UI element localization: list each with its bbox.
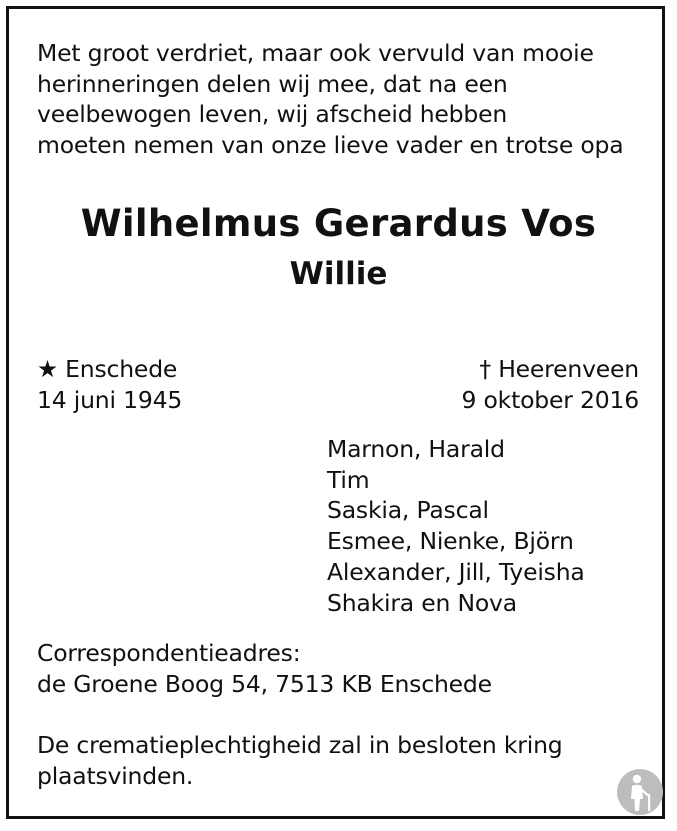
deceased-full-name: Wilhelmus Gerardus Vos	[80, 202, 597, 245]
family-line: Tim	[327, 465, 370, 494]
correspondence-label: Correspondentieadres:	[37, 639, 301, 667]
birth-info	[37, 354, 182, 415]
intro-line: veelbewogen leven, wij afscheid hebben	[37, 100, 508, 128]
intro-text	[37, 38, 647, 160]
correspondence-address: de Groene Boog 54, 7513 KB Enschede	[37, 669, 492, 698]
intro-line: herinneringen delen wij mee, dat na een	[37, 69, 508, 98]
family-line: Shakira en Nova	[327, 588, 517, 617]
family-line: Esmee, Nienke, Björn	[327, 527, 574, 556]
family-list	[327, 434, 585, 618]
family-line: Alexander, Jill, Tyeisha	[327, 557, 585, 586]
death-place: † Heerenveen	[479, 355, 639, 383]
correspondence-block	[37, 638, 492, 699]
family-line: Marnon, Harald	[327, 435, 505, 463]
ceremony-line: De crematieplechtigheid zal in besloten kring	[37, 731, 563, 759]
deceased-nickname: Willie	[289, 256, 388, 292]
family-line: Saskia, Pascal	[327, 496, 489, 525]
ceremony-line: plaatsvinden.	[37, 761, 194, 790]
death-info	[461, 354, 639, 415]
death-date: 9 oktober 2016	[461, 385, 639, 414]
ceremony-note	[37, 730, 563, 791]
intro-line: moeten nemen van onze lieve vader en trotse opa	[37, 130, 624, 159]
memorial-figure-icon	[616, 768, 664, 816]
birth-date: 14 juni 1945	[37, 385, 183, 414]
intro-line: Met groot verdriet, maar ook vervuld van mooie	[37, 39, 594, 67]
birth-place: ★ Enschede	[37, 355, 178, 383]
